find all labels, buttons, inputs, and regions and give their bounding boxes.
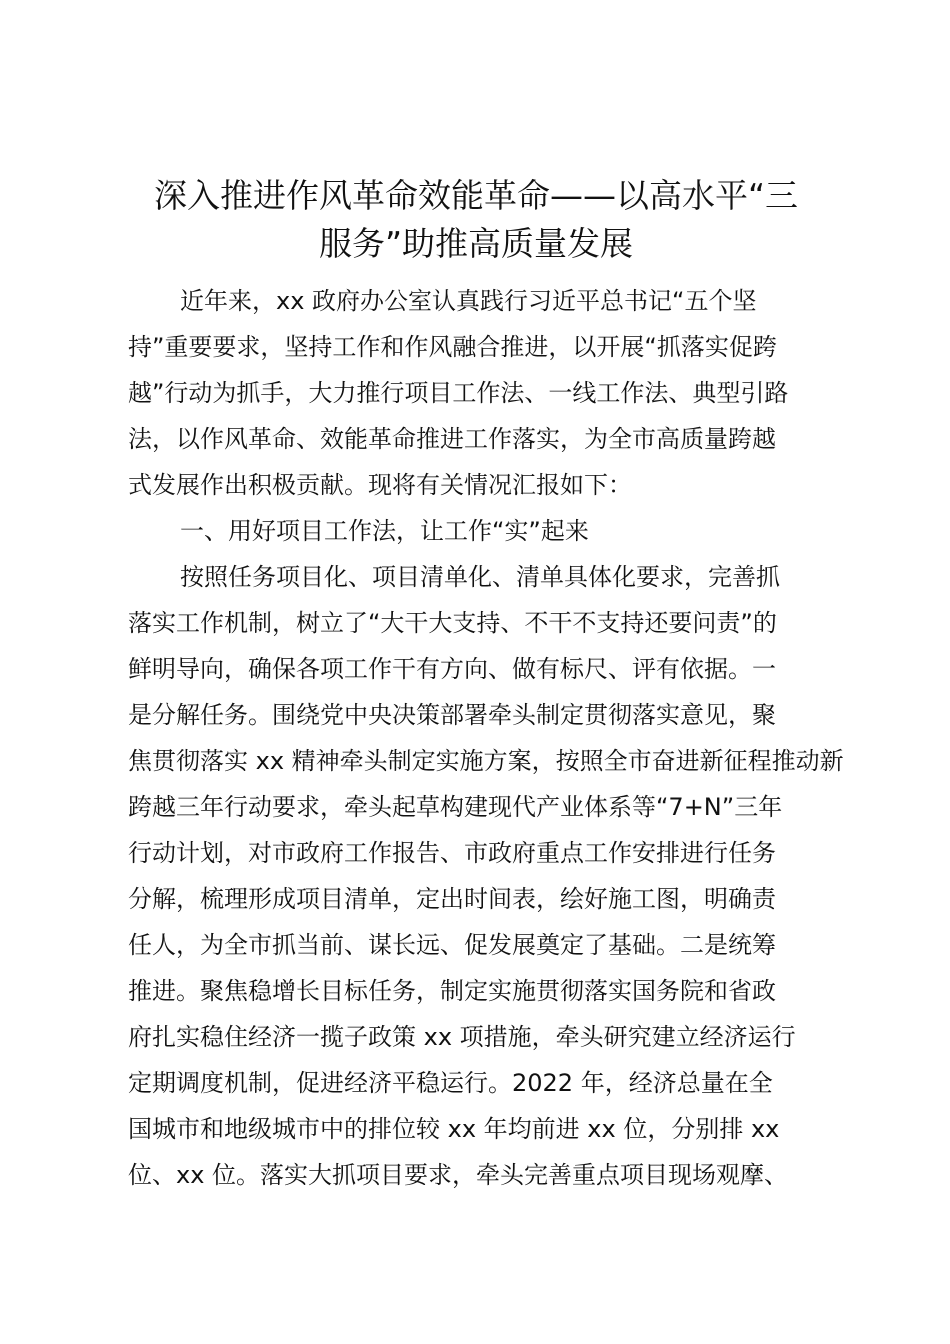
paragraph-line: 持”重要要求，坚持工作和作风融合推进，以开展“抓落实促跨 xyxy=(128,333,777,361)
paragraph-line: 鲜明导向，确保各项工作干有方向、做有标尺、评有依据。一 xyxy=(128,655,776,683)
paragraph-line: 跨越三年行动要求，牵头起草构建现代产业体系等“7+N”三年 xyxy=(128,793,783,821)
paragraph-line: 推进。聚焦稳增长目标任务，制定实施贯彻落实国务院和省政 xyxy=(128,977,776,1005)
document-body xyxy=(128,278,844,1198)
paragraph-line: 国城市和地级城市中的排位较 xx 年均前进 xx 位，分别排 xx xyxy=(128,1115,780,1143)
paragraph-line: 任人，为全市抓当前、谋长远、促发展奠定了基础。二是统筹 xyxy=(128,931,776,959)
paragraph-line: 落实工作机制，树立了“大干大支持、不干不支持还要问责”的 xyxy=(128,609,777,637)
title-line-1: 深入推进作风革命效能革命——以高水平“三 xyxy=(153,176,799,215)
paragraph-line: 行动计划，对市政府工作报告、市政府重点工作安排进行任务 xyxy=(128,839,776,867)
paragraph-line: 越”行动为抓手，大力推行项目工作法、一线工作法、典型引路 xyxy=(128,379,789,407)
paragraph-line: 府扎实稳住经济一揽子政策 xx 项措施，牵头研究建立经济运行 xyxy=(128,1023,796,1051)
paragraph-line: 是分解任务。围绕党中央决策部署牵头制定贯彻落实意见，聚 xyxy=(128,701,776,729)
paragraph-line: 式发展作出积极贡献。现将有关情况汇报如下： xyxy=(128,471,632,499)
paragraph-line: 焦贯彻落实 xx 精神牵头制定实施方案，按照全市奋进新征程推动新 xyxy=(128,747,844,775)
paragraph-line: 定期调度机制，促进经济平稳运行。2022 年，经济总量在全 xyxy=(128,1069,773,1097)
paragraph-line: 分解，梳理形成项目清单，定出时间表，绘好施工图，明确责 xyxy=(128,885,776,913)
paragraph-line: 法，以作风革命、效能革命推进工作落实，为全市高质量跨越 xyxy=(128,425,776,453)
paragraph-line: 位、xx 位。落实大抓项目要求，牵头完善重点项目现场观摩、 xyxy=(128,1161,789,1189)
title-line-2: 服务”助推高质量发展 xyxy=(318,224,634,263)
paragraph-line: 近年来，xx 政府办公室认真践行习近平总书记“五个坚 xyxy=(180,287,757,315)
section-heading: 一、用好项目工作法，让工作“实”起来 xyxy=(180,517,589,545)
document-title xyxy=(120,172,832,268)
paragraph-line: 按照任务项目化、项目清单化、清单具体化要求，完善抓 xyxy=(180,563,780,591)
